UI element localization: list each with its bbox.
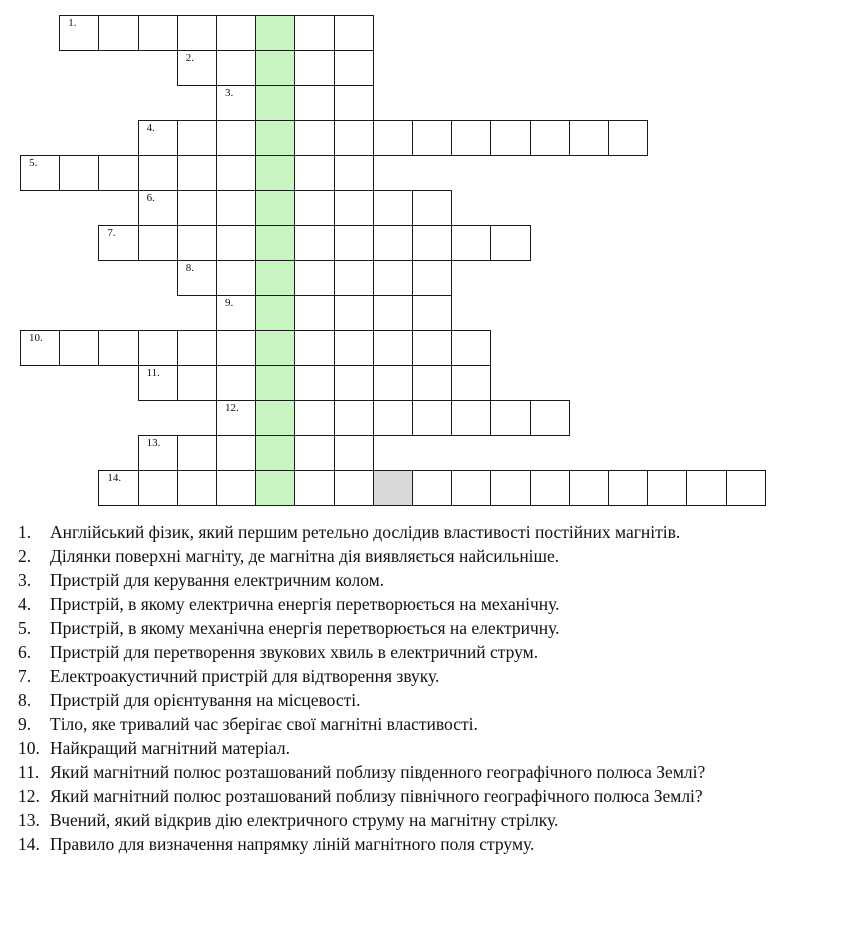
crossword-cell[interactable] [294, 225, 334, 261]
clue-item-number: 9. [18, 714, 32, 734]
crossword-cell[interactable] [294, 260, 334, 296]
crossword-cell[interactable] [98, 225, 138, 261]
crossword-cell[interactable] [412, 295, 452, 331]
clue-item [18, 664, 838, 688]
crossword-cell[interactable] [490, 225, 530, 261]
crossword-cell[interactable] [216, 470, 256, 506]
crossword-cell[interactable] [373, 470, 413, 506]
key-column-cell[interactable] [255, 225, 295, 261]
clue-item [18, 688, 838, 712]
crossword-cell[interactable] [98, 15, 138, 51]
key-column-cell[interactable] [255, 435, 295, 471]
clue-item-number: 13. [18, 810, 40, 830]
crossword-cell[interactable] [373, 225, 413, 261]
crossword-cell[interactable] [216, 435, 256, 471]
crossword-cell[interactable] [216, 260, 256, 296]
crossword-cell[interactable] [530, 470, 570, 506]
clue-number: 9. [225, 297, 234, 309]
clue-item [18, 784, 838, 808]
crossword-cell[interactable] [98, 330, 138, 366]
crossword-cell[interactable] [294, 120, 334, 156]
clue-number: 13. [146, 437, 161, 449]
clue-number: 6. [146, 192, 155, 204]
crossword-cell[interactable] [373, 330, 413, 366]
crossword-cell[interactable] [373, 400, 413, 436]
clue-item-number: 1. [18, 522, 32, 542]
crossword-cell[interactable] [98, 155, 138, 191]
crossword-cell[interactable] [608, 470, 648, 506]
crossword-cell[interactable] [334, 435, 374, 471]
clue-item [18, 736, 838, 760]
clue-item [18, 616, 838, 640]
crossword-cell[interactable] [216, 295, 256, 331]
crossword-cell[interactable] [569, 470, 609, 506]
crossword-cell[interactable] [138, 155, 178, 191]
crossword-cell[interactable] [490, 470, 530, 506]
crossword-cell[interactable] [177, 15, 217, 51]
key-column-cell[interactable] [255, 85, 295, 121]
crossword-cell[interactable] [177, 50, 217, 86]
crossword-cell[interactable] [294, 190, 334, 226]
crossword-cell[interactable] [138, 190, 178, 226]
crossword-cell[interactable] [216, 330, 256, 366]
crossword-cell[interactable] [98, 470, 138, 506]
key-column-cell[interactable] [255, 470, 295, 506]
key-column-cell[interactable] [255, 120, 295, 156]
crossword-cell[interactable] [216, 225, 256, 261]
crossword-cell[interactable] [294, 155, 334, 191]
crossword-cell[interactable] [334, 295, 374, 331]
crossword-cell[interactable] [294, 15, 334, 51]
crossword-cell[interactable] [177, 225, 217, 261]
clue-item-text: Пристрій для орієнтування на місцевості. [50, 690, 361, 710]
crossword-cell[interactable] [373, 260, 413, 296]
clue-item-text: Який магнітний полюс розташований поблизу північного географічного полюса Землі? [50, 786, 703, 806]
crossword-cell[interactable] [412, 470, 452, 506]
crossword-cell[interactable] [647, 470, 687, 506]
crossword-cell[interactable] [451, 120, 491, 156]
crossword-cell[interactable] [373, 295, 413, 331]
crossword-cell[interactable] [412, 190, 452, 226]
clue-item-text: Тіло, яке тривалий час зберігає свої магнітні властивості. [50, 714, 478, 734]
crossword-cell[interactable] [216, 400, 256, 436]
crossword-cell[interactable] [138, 365, 178, 401]
clue-item-text: Англійський фізик, який першим ретельно дослідив властивості постійних магнітів. [50, 522, 681, 542]
crossword-cell[interactable] [216, 15, 256, 51]
clue-number: 7. [107, 227, 116, 239]
clue-item-text: Вчений, який відкрив дію електричного струму на магнітну стрілку. [50, 810, 559, 830]
crossword-cell[interactable] [177, 190, 217, 226]
clue-item-text: Пристрій, в якому електрична енергія перетворюється на механічну. [50, 594, 560, 614]
crossword-cell[interactable] [138, 225, 178, 261]
clue-number: 4. [146, 122, 155, 134]
crossword-cell[interactable] [490, 400, 530, 436]
key-column-cell[interactable] [255, 365, 295, 401]
key-column-cell[interactable] [255, 155, 295, 191]
crossword-cell[interactable] [412, 225, 452, 261]
clue-number: 2. [185, 52, 195, 64]
clue-number: 10. [29, 332, 43, 344]
clue-number: 11. [146, 367, 160, 379]
crossword-cell[interactable] [177, 120, 217, 156]
clue-number: 12. [225, 402, 239, 414]
key-column-cell[interactable] [255, 15, 295, 51]
crossword-cell[interactable] [216, 120, 256, 156]
crossword-cell[interactable] [334, 50, 374, 86]
crossword-cell[interactable] [177, 330, 217, 366]
clue-item [18, 832, 838, 856]
clue-number: 3. [225, 87, 234, 99]
crossword-cell[interactable] [412, 400, 452, 436]
clue-item [18, 568, 838, 592]
crossword-cell[interactable] [334, 190, 374, 226]
crossword-cell[interactable] [530, 400, 570, 436]
clue-item [18, 760, 838, 784]
crossword-cell[interactable] [451, 225, 491, 261]
crossword-cell[interactable] [334, 260, 374, 296]
crossword-cell[interactable] [334, 120, 374, 156]
clue-item [18, 712, 838, 736]
key-column-cell[interactable] [255, 330, 295, 366]
key-column-cell[interactable] [255, 400, 295, 436]
clue-item-text: Найкращий магнітний матеріал. [50, 738, 290, 758]
crossword-cell[interactable] [412, 365, 452, 401]
crossword-cell[interactable] [294, 470, 334, 506]
clue-item-number: 3. [18, 570, 32, 590]
crossword-cell[interactable] [294, 365, 334, 401]
crossword-cell[interactable] [20, 155, 60, 191]
clue-item [18, 520, 838, 544]
clue-number: 1. [68, 17, 77, 29]
clue-item-text: Пристрій для керування електричним колом. [50, 570, 385, 590]
crossword-cell[interactable] [177, 260, 217, 296]
crossword-cell[interactable] [294, 295, 334, 331]
clue-list [18, 520, 838, 856]
clue-item-number: 14. [18, 834, 40, 854]
crossword-cell[interactable] [216, 155, 256, 191]
crossword-cell[interactable] [138, 470, 178, 506]
crossword-cell[interactable] [334, 15, 374, 51]
crossword-cell[interactable] [373, 190, 413, 226]
crossword-cell[interactable] [334, 330, 374, 366]
clue-item-text: Який магнітний полюс розташований поблизу південного географічного полюса Землі? [50, 762, 706, 782]
crossword-cell[interactable] [451, 470, 491, 506]
crossword-cell[interactable] [294, 435, 334, 471]
crossword-cell[interactable] [530, 120, 570, 156]
crossword-cell[interactable] [412, 120, 452, 156]
crossword-cell[interactable] [177, 435, 217, 471]
clue-item [18, 544, 838, 568]
crossword-cell[interactable] [294, 50, 334, 86]
crossword-cell[interactable] [294, 85, 334, 121]
crossword-cell[interactable] [412, 330, 452, 366]
crossword-cell[interactable] [138, 435, 178, 471]
clue-item-number: 4. [18, 594, 32, 614]
clue-item-number: 12. [18, 786, 40, 806]
crossword-cell[interactable] [451, 330, 491, 366]
crossword-cell[interactable] [412, 260, 452, 296]
clue-item-text: Ділянки поверхні магніту, де магнітна дія виявляється найсильніше. [50, 546, 560, 566]
key-column-cell[interactable] [255, 260, 295, 296]
clue-item-number: 11. [18, 762, 40, 782]
crossword-cell[interactable] [177, 470, 217, 506]
crossword-cell[interactable] [59, 15, 99, 51]
crossword-cell[interactable] [59, 155, 99, 191]
crossword-cell[interactable] [177, 155, 217, 191]
crossword-cell[interactable] [334, 365, 374, 401]
crossword-cell[interactable] [334, 470, 374, 506]
key-column-cell[interactable] [255, 190, 295, 226]
clue-item-text: Пристрій, в якому механічна енергія перетворюється на електричну. [50, 618, 560, 638]
crossword-cell[interactable] [490, 120, 530, 156]
clue-item [18, 808, 838, 832]
clue-item [18, 640, 838, 664]
crossword-cell[interactable] [216, 50, 256, 86]
clue-item-text: Правило для визначення напрямку ліній магнітного поля струму. [50, 834, 535, 854]
key-column-cell[interactable] [255, 50, 295, 86]
crossword-cell[interactable] [608, 120, 648, 156]
crossword-cell[interactable] [451, 365, 491, 401]
crossword-cell[interactable] [294, 330, 334, 366]
crossword-cell[interactable] [334, 155, 374, 191]
crossword-cell[interactable] [216, 85, 256, 121]
crossword-cell[interactable] [334, 225, 374, 261]
clue-item-number: 2. [18, 546, 32, 566]
clue-item-number: 7. [18, 666, 32, 686]
clue-number: 8. [185, 262, 195, 274]
crossword-cell[interactable] [138, 330, 178, 366]
clue-item-number: 10. [18, 738, 40, 758]
crossword-cell[interactable] [138, 120, 178, 156]
clue-item-number: 8. [18, 690, 32, 710]
crossword-cell[interactable] [294, 400, 334, 436]
crossword-cell[interactable] [569, 120, 609, 156]
key-column-cell[interactable] [255, 295, 295, 331]
crossword-cell[interactable] [451, 400, 491, 436]
crossword-cell[interactable] [334, 85, 374, 121]
crossword-cell[interactable] [334, 400, 374, 436]
crossword-cell[interactable] [177, 365, 217, 401]
crossword-cell[interactable] [20, 330, 60, 366]
crossword-cell[interactable] [726, 470, 766, 506]
crossword-cell[interactable] [59, 330, 99, 366]
clue-number: 5. [29, 157, 38, 169]
crossword-cell[interactable] [216, 365, 256, 401]
clue-item-text: Електроакустичний пристрій для відтворення звуку. [50, 666, 440, 686]
clue-item-number: 6. [18, 642, 32, 662]
clue-number: 14. [107, 472, 122, 484]
crossword-cell[interactable] [138, 15, 178, 51]
clue-item-number: 5. [18, 618, 32, 638]
crossword-cell[interactable] [686, 470, 726, 506]
clue-item-text: Пристрій для перетворення звукових хвиль в електричний струм. [50, 642, 539, 662]
crossword-cell[interactable] [216, 190, 256, 226]
crossword-cell[interactable] [373, 120, 413, 156]
crossword-cell[interactable] [373, 365, 413, 401]
clue-item [18, 592, 838, 616]
